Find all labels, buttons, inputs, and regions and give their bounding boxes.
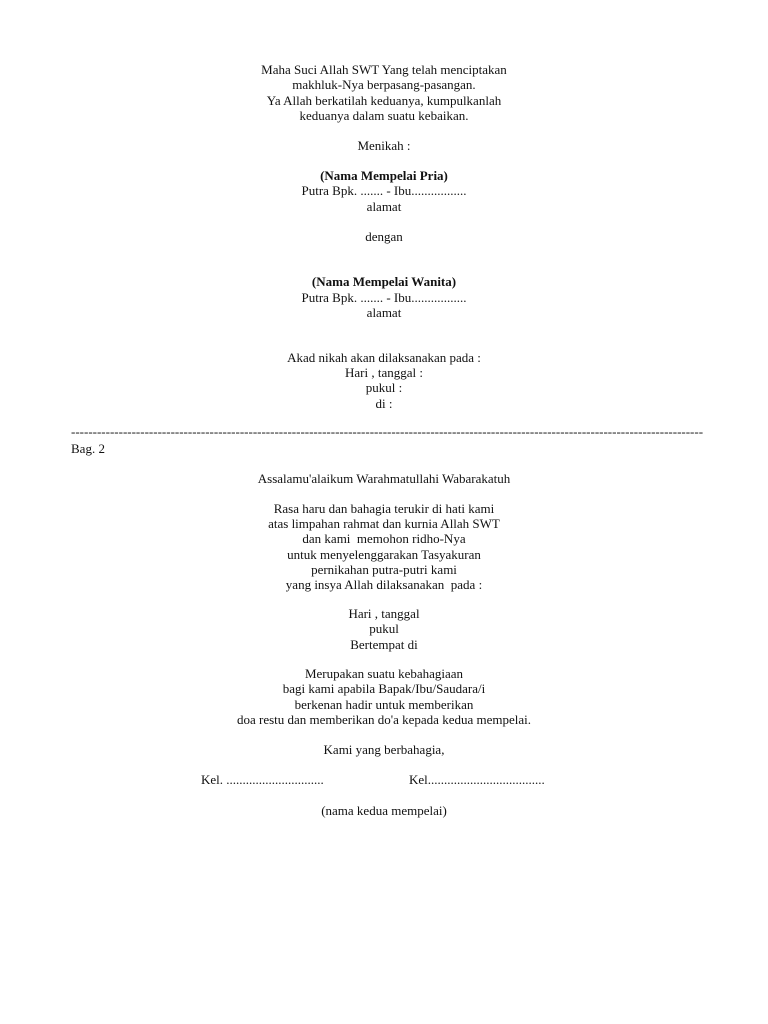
body-line-5: pernikahan putra-putri kami [311, 562, 457, 577]
akad-line-3: pukul : [365, 380, 403, 395]
schedule-line-1: Hari , tanggal [348, 606, 420, 621]
akad-line-4: di : [375, 396, 393, 411]
body-line-2: atas limpahan rahmat dan kurnia Allah SWT [268, 516, 500, 531]
opening-line-1: Maha Suci Allah SWT Yang telah menciptakan [261, 62, 507, 77]
akad-line-2: Hari , tanggal : [345, 365, 423, 380]
section-separator: -------------------------------------------------------------------------------------------------------------------------------------------------- [71, 424, 704, 439]
schedule-line-3: Bertempat di [350, 637, 418, 652]
body-line-6: yang insya Allah dilaksanakan pada : [285, 577, 483, 592]
bride-name [0, 274, 768, 289]
body-line-1: Rasa haru dan bahagia terukir di hati kami [273, 501, 495, 516]
opening-line-4: keduanya dalam suatu kebaikan. [299, 108, 469, 123]
groom-address: alamat [366, 199, 402, 214]
part-2-label: Bag. 2 [71, 441, 105, 456]
opening-line-2: makhluk-Nya berpasang-pasangan. [292, 77, 476, 92]
groom-name [0, 168, 768, 183]
greeting: Assalamu'alaikum Warahmatullahi Wabarakatuh [257, 471, 511, 486]
schedule-line-2: pukul [369, 621, 399, 636]
closing-line-1: Merupakan suatu kebahagiaan [304, 666, 464, 681]
groom-name-text: (Nama Mempelai Pria) [320, 168, 448, 183]
signoff: Kami yang berbahagia, [323, 742, 445, 757]
couple-names: (nama kedua mempelai) [321, 803, 447, 818]
akad-line-1: Akad nikah akan dilaksanakan pada : [287, 350, 481, 365]
body-line-3: dan kami memohon ridho-Nya [302, 531, 466, 546]
closing-line-2: bagi kami apabila Bapak/Ibu/Saudara/i [282, 681, 486, 696]
body-line-4: untuk menyelenggarakan Tasyakuran [287, 547, 481, 562]
bride-address: alamat [366, 305, 402, 320]
opening-line-3: Ya Allah berkatilah keduanya, kumpulkanlah [266, 93, 502, 108]
kel-left-signature: Kel. .............................. [201, 772, 324, 787]
closing-line-4: doa restu dan memberikan do'a kepada kedua mempelai. [236, 712, 531, 727]
groom-parents: Putra Bpk. ....... - Ibu................. [301, 183, 467, 198]
bride-name-text: (Nama Mempelai Wanita) [311, 274, 457, 289]
kel-right-signature: Kel.................................... [409, 772, 545, 787]
bride-parents: Putra Bpk. ....... - Ibu................. [301, 290, 467, 305]
closing-line-3: berkenan hadir untuk memberikan [294, 697, 474, 712]
dengan-text: dengan [365, 229, 403, 244]
menikah-heading: Menikah : [357, 138, 411, 153]
